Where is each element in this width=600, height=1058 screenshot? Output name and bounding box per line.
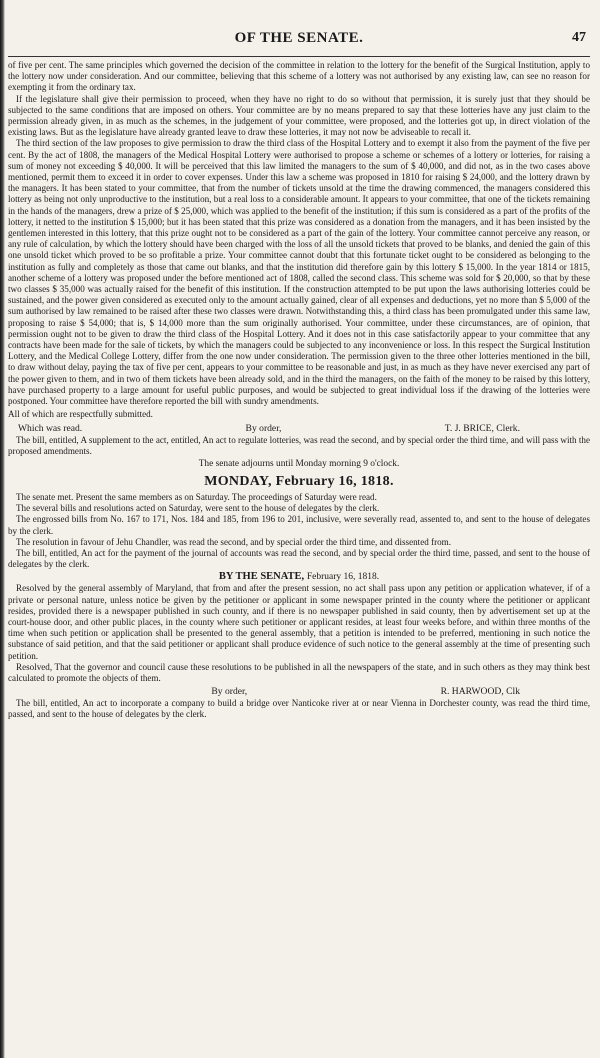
running-head: OF THE SENATE. — [234, 30, 364, 46]
which-read: Which was read. — [18, 422, 83, 434]
report-paragraph: If the legislature shall give their permission to proceed, when they have no right to do so without that permission, it is surely just that they should be subjected to the same conditions that are imposed on others. Your committee are by no means prepared to say that these lotteries have any just claim to the permission already given, in as much as the schemes, in the judgement of your committee, were proposed, and the lotteries got up, in direct violation of the existing laws. But as the legislature have already granted leave to draw these lotteries, it may not now be adviseable to recall it. — [8, 93, 590, 138]
section-heading-title: BY THE SENATE, — [218, 571, 305, 583]
proceeding-paragraph: The senate met. Present the same members as on Saturday. The proceedings of Saturday were read. — [16, 491, 377, 502]
bill-passage: The bill, entitled, A supplement to the act, entitled, An act to regulate lotteries, was read the second, and by special order the third time, and will pass with the proposed amendments. — [8, 434, 590, 456]
header-rule — [8, 56, 590, 57]
page-header — [8, 30, 590, 50]
resolution-paragraph: Resolved by the general assembly of Maryland, that from and after the present session, no act shall pass upon any petition or application whatever, if of a private or personal nature, unless notice be given by the petitioner or applicant in some newspaper printed in the county where the petitioner or applicant resides, provided there is a newspaper published in such county, and if there is no newspaper published in said county, then by advertisement set up at the court-house door, and other public places, in the county where such petitioner or applicant resides, at least four weeks before, and within three months of the time when such petition or application shall be presented to the general assembly, that a petition is intended to be preferred, mentioning in such notice the substance of said petition, and that the said petitioner or applicant shall produce evidence of such notice to the general assembly at the time of presenting such petition. — [8, 583, 590, 661]
report-paragraph: The third section of the law proposes to give permission to draw the third class of the Hospital Lottery and to exempt it also from the payment of the five per cent. By the act of 1808, the managers of the Medical Hospital Lottery were authorised to propose a scheme or schemes of a lottery or lotteries, for raising a sum of money not exceeding $ 40,000. It will be perceived that this law limited the managers to the sum of $ 40,000, and did not, as in the two cases above mentioned, permit them to exceed it in order to cover expenses. Under this law a scheme was proposed in 1810 for raising $ 24,000, and the lottery drawn by the managers. It has been stated to your committee, that from the number of tickets unsold at the time the drawing commenced, the managers considered this lottery as being not only unproductive to the institution, but a real loss to a considerable amount. It appears to your committee, that one of the tickets remaining in the hands of the managers, drew a prize of $ 25,000, which was applied to the benefit of the institution; if this sum is considered as a part of the profits of the lottery, it netted to the institution $ 15,000; but it has been stated that this prize was considered as a donation from the managers, and it has been insisted by the gentlemen interested in this lottery, that this prize ought not to be considered as a part of the gain of the lottery. Your committee cannot perceive any reason, or any rule of calculation, by which the lottery should have been charged with the loss of all the unsold tickets that proved to be blanks, and denied the gain of this one unsold ticket which proved to be so profitable a prize. Your committee cannot doubt that this fortunate ticket ought to be considered as belonging to the institution as fully and completely as those that came out blanks, and that the institution did therefore gain by this lottery $ 15,000. In the year 1814 or 1815, another scheme of a lottery was proposed under the before mentioned act of 1808, called the second class. This scheme was sold for $ 20,000, so that by these two classes $ 35,000 was actually raised for the benefit of this institution. If the construction attempted to be put upon the laws authorising lotteries could be sustained, and the power given considered as executed only to the amount actually gained, clear of all expenses and deductions, yet no more than $ 5,000 of the sum authorised by law remained to be raised after these two classes were drawn. Notwithstanding this, a third class has been promulgated under this same law, proposing to raise $ 54,000; that is, $ 14,000 more than the sum originally authorised. Your committee, under these circumstances, are of opinion, that permission ought not to be given to draw the third class of the Hospital Lottery. And it does not in this case satisfactorily appear to your committee that any contracts have been made for the sale of tickets, by which the managers could be subjected to any inconvenience or loss. In this respect the Surgical Institution Lottery, and the Medical College Lottery, differ from the one now under consideration. The permission given to the three other lotteries mentioned in the bill, to draw without delay, paying the tax of five per cent, appears to your committee to be reasonable and just, in as much as they have never exercised any part of the power given to them, and in two of them tickets have been already sold, and in the third the managers, on the faith of the money to be raised by this lottery, have purchased property to a large amount for useful public purposes, and would be subjected to great individual loss if the drawing of the lotteries were postponed. Your committee have therefore reported the bill with sundry amendments. — [8, 138, 590, 407]
by-order-2: By order, — [211, 686, 248, 698]
page-number: 47 — [572, 30, 586, 45]
resolution-paragraph: Resolved, That the governor and council cause these resolutions to be published in all the newspapers of the state, and in such others as they may think best calculated to promote the objects of them. — [8, 661, 590, 683]
proceeding-paragraph: The bill, entitled, An act for the payment of the journal of accounts was read the second, and by special order the third time, passed, and sent to the house of delegates by the clerk. — [8, 547, 590, 570]
submitted-line: All of which are respectfully submitted. — [8, 409, 153, 420]
section-heading — [8, 571, 590, 582]
clerk-signature: T. J. BRICE, Clerk. — [444, 422, 520, 434]
section-heading-date: February 16, 1818. — [306, 572, 380, 583]
report-paragraph: of five per cent. The same principles which governed the decision of the committee in relation to the lottery for the benefit of the Surgical Institution, apply to the lottery now under consideration. And our committee, believing that this scheme of a lottery was not authorised by any existing law, can see no reason for exempting it from the ordinary tax. — [8, 60, 590, 93]
clerk-signature-2: R. HARWOOD, Clk — [440, 686, 520, 698]
proceeding-paragraph: The several bills and resolutions acted on Saturday, were sent to the house of delegates by the clerk. — [16, 503, 380, 514]
adjournment-line: The senate adjourns until Monday morning 9 o'clock. — [198, 458, 400, 469]
final-bill-paragraph: The bill, entitled, An act to incorporate a company to build a bridge over Nanticoke river at or near Vienna in Dorchester county, was read the third time, passed, and sent to the house of delegates by the clerk. — [8, 698, 590, 720]
proceeding-paragraph: The resolution in favour of Jehu Chandler, was read the second, and by special order the third time, and dissented from. — [16, 536, 451, 547]
day-heading: MONDAY, February 16, 1818. — [204, 473, 394, 489]
signature-block-2 — [8, 686, 590, 698]
by-order: By order, — [245, 422, 282, 434]
proceeding-paragraph: The engrossed bills from No. 167 to 171, Nos. 184 and 185, from 196 to 201, inclusive, were severally read, assented to, and sent to the house of delegates by the clerk. — [8, 514, 590, 536]
signature-block — [8, 423, 590, 435]
